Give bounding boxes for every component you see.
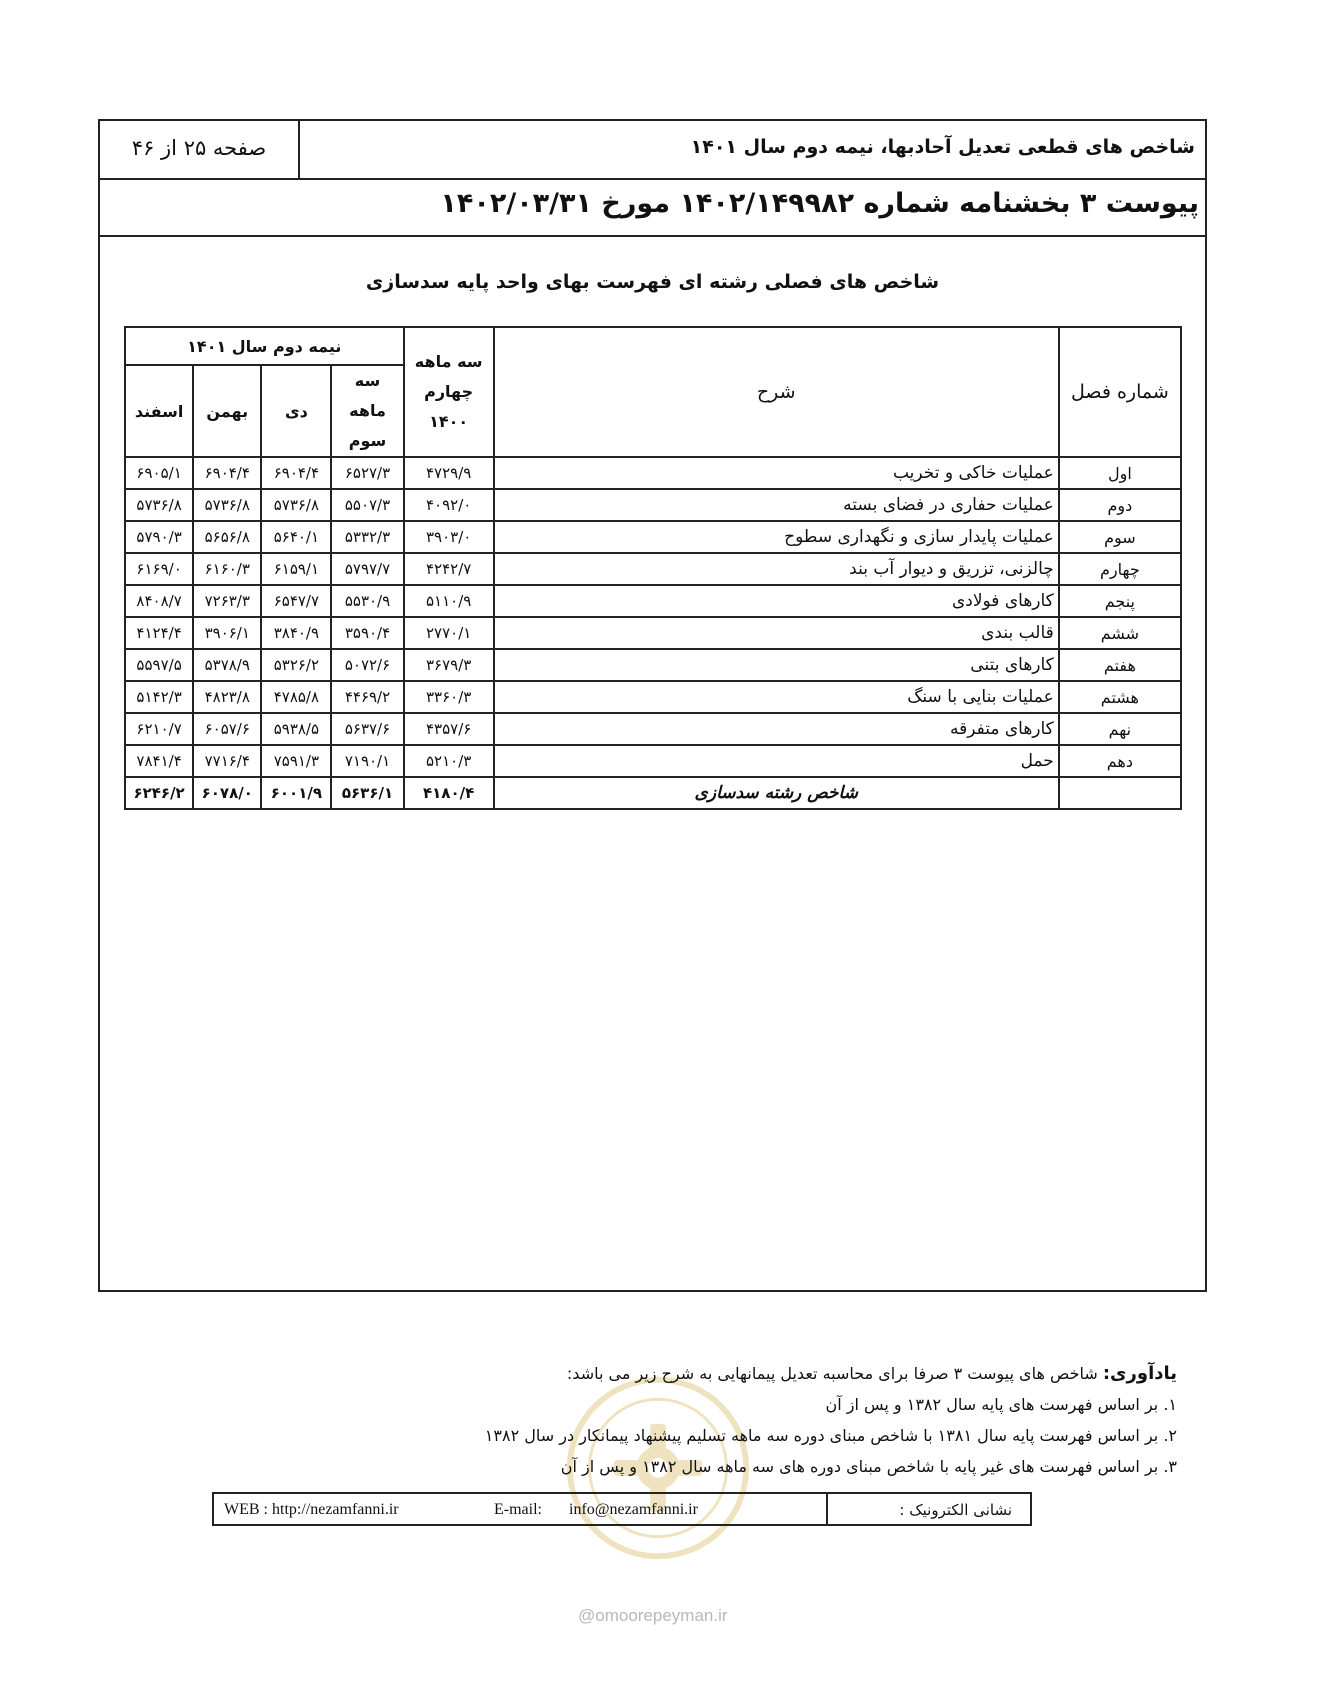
q3-cell: ۵۵۳۰/۹ — [331, 585, 403, 617]
note-item: ۳. بر اساس فهرست های غیر پایه با شاخص مبنای دوره های سه ماهه سال ۱۳۸۲ و پس از آن — [560, 1457, 1177, 1476]
contact-divider — [826, 1494, 828, 1524]
table-row — [125, 617, 1181, 649]
dey-cell: ۵۹۳۸/۵ — [261, 713, 331, 745]
notes-lead-text: شاخص های پیوست ۳ صرفا برای محاسبه تعدیل پیمانهایی به شرح زیر می باشد: — [566, 1364, 1103, 1383]
esfand-cell: ۵۷۳۶/۸ — [125, 489, 193, 521]
q4-cell: ۳۶۷۹/۳ — [404, 649, 494, 681]
dey-cell: ۵۳۲۶/۲ — [261, 649, 331, 681]
q4-cell: ۵۲۱۰/۳ — [404, 745, 494, 777]
description-cell: عملیات خاکی و تخریب — [494, 457, 1059, 489]
col-header-description: شرح — [494, 327, 1059, 457]
index-table — [124, 326, 1182, 810]
table-row — [125, 457, 1181, 489]
chapter-cell: چهارم — [1059, 553, 1181, 585]
esfand-cell: ۶۹۰۵/۱ — [125, 457, 193, 489]
esfand-cell: ۶۱۶۹/۰ — [125, 553, 193, 585]
table-row — [125, 745, 1181, 777]
total-bahman-cell: ۶۰۷۸/۰ — [193, 777, 261, 809]
q3-cell: ۳۵۹۰/۴ — [331, 617, 403, 649]
bahman-cell: ۵۶۵۶/۸ — [193, 521, 261, 553]
chapter-cell: دوم — [1059, 489, 1181, 521]
col-header-q3: سه ماهه سوم — [331, 365, 403, 457]
dey-cell: ۵۶۴۰/۱ — [261, 521, 331, 553]
watermark-site: @omoorepeyman.ir — [578, 1606, 728, 1625]
chapter-cell: اول — [1059, 457, 1181, 489]
header-row — [100, 121, 1205, 180]
q4-cell: ۵۱۱۰/۹ — [404, 585, 494, 617]
q4-cell: ۲۷۷۰/۱ — [404, 617, 494, 649]
q4-cell: ۳۳۶۰/۳ — [404, 681, 494, 713]
table-row — [125, 585, 1181, 617]
q3-cell: ۵۰۷۲/۶ — [331, 649, 403, 681]
dey-cell: ۳۸۴۰/۹ — [261, 617, 331, 649]
bahman-cell: ۶۱۶۰/۳ — [193, 553, 261, 585]
q3-cell: ۵۶۳۷/۶ — [331, 713, 403, 745]
table-body — [125, 457, 1181, 809]
bahman-cell: ۷۲۶۳/۳ — [193, 585, 261, 617]
q4-cell: ۴۳۵۷/۶ — [404, 713, 494, 745]
chapter-cell: نهم — [1059, 713, 1181, 745]
col-header-esfand: اسفند — [125, 365, 193, 457]
dey-cell: ۶۱۵۹/۱ — [261, 553, 331, 585]
total-dey-cell: ۶۰۰۱/۹ — [261, 777, 331, 809]
description-cell: عملیات بنایی با سنگ — [494, 681, 1059, 713]
q3-cell: ۷۱۹۰/۱ — [331, 745, 403, 777]
q3-cell: ۵۷۹۷/۷ — [331, 553, 403, 585]
dey-cell: ۶۵۴۷/۷ — [261, 585, 331, 617]
annex-row — [100, 180, 1205, 237]
note-item: ۱. بر اساس فهرست های پایه سال ۱۳۸۲ و پس از آن — [825, 1395, 1177, 1414]
table-row — [125, 489, 1181, 521]
total-row — [125, 777, 1181, 809]
dey-cell: ۷۵۹۱/۳ — [261, 745, 331, 777]
annex-title: پیوست ۳ بخشنامه شماره ۱۴۰۲/۱۴۹۹۸۲ مورخ ۱۴۰۲/۰۳/۳۱ — [440, 188, 1199, 219]
description-cell: عملیات پایدار سازی و نگهداری سطوح — [494, 521, 1059, 553]
email-label: E-mail: — [494, 1501, 542, 1518]
chapter-cell: دهم — [1059, 745, 1181, 777]
note-item: ۲. بر اساس فهرست پایه سال ۱۳۸۱ با شاخص مبنای دوره سه ماهه تسلیم پیشنهاد پیمانکار در سال ۱۳۸۲ — [484, 1426, 1177, 1445]
col-header-chapter: شماره فصل — [1059, 327, 1181, 457]
table-row — [125, 713, 1181, 745]
description-cell: کارهای فولادی — [494, 585, 1059, 617]
bahman-cell: ۵۳۷۸/۹ — [193, 649, 261, 681]
description-cell: کارهای بتنی — [494, 649, 1059, 681]
chapter-cell: پنجم — [1059, 585, 1181, 617]
chapter-cell: هفتم — [1059, 649, 1181, 681]
contact-label: نشانی الکترونیک : — [899, 1501, 1012, 1519]
q3-cell: ۵۵۰۷/۳ — [331, 489, 403, 521]
total-q3-cell: ۵۶۳۶/۱ — [331, 777, 403, 809]
chapter-cell: سوم — [1059, 521, 1181, 553]
bahman-cell: ۴۸۲۳/۸ — [193, 681, 261, 713]
total-description-cell: شاخص رشته سدسازی — [494, 777, 1059, 809]
esfand-cell: ۸۴۰۸/۷ — [125, 585, 193, 617]
description-cell: حمل — [494, 745, 1059, 777]
contact-box — [212, 1492, 1032, 1526]
description-cell: قالب بندی — [494, 617, 1059, 649]
description-cell: عملیات حفاری در فضای بسته — [494, 489, 1059, 521]
dey-cell: ۵۷۳۶/۸ — [261, 489, 331, 521]
col-header-dey: دی — [261, 365, 331, 457]
esfand-cell: ۵۱۴۲/۳ — [125, 681, 193, 713]
bahman-cell: ۷۷۱۶/۴ — [193, 745, 261, 777]
document-title: شاخص های قطعی تعدیل آحادبها، نیمه دوم سال ۱۴۰۱ — [690, 136, 1195, 158]
page-number: صفحه ۲۵ از ۴۶ — [100, 121, 300, 178]
bahman-cell: ۶۹۰۴/۴ — [193, 457, 261, 489]
description-cell: کارهای متفرقه — [494, 713, 1059, 745]
section-title: شاخص های فصلی رشته ای فهرست بهای واحد پایه سدسازی — [365, 271, 940, 293]
chapter-cell: هشتم — [1059, 681, 1181, 713]
q4-cell: ۴۰۹۲/۰ — [404, 489, 494, 521]
description-cell: چالزنی، تزریق و دیوار آب بند — [494, 553, 1059, 585]
q3-cell: ۵۳۳۲/۳ — [331, 521, 403, 553]
q4-cell: ۳۹۰۳/۰ — [404, 521, 494, 553]
table-row — [125, 681, 1181, 713]
table-row — [125, 521, 1181, 553]
chapter-cell: ششم — [1059, 617, 1181, 649]
total-q4-cell: ۴۱۸۰/۴ — [404, 777, 494, 809]
q4-cell: ۴۲۴۲/۷ — [404, 553, 494, 585]
dey-cell: ۶۹۰۴/۴ — [261, 457, 331, 489]
esfand-cell: ۶۲۱۰/۷ — [125, 713, 193, 745]
col-header-bahman: بهمن — [193, 365, 261, 457]
q4-cell: ۴۷۲۹/۹ — [404, 457, 494, 489]
esfand-cell: ۴۱۲۴/۴ — [125, 617, 193, 649]
notes-lead-label: یادآوری: — [1102, 1363, 1177, 1384]
esfand-cell: ۵۷۹۰/۳ — [125, 521, 193, 553]
col-header-q4-1400: سه ماهه چهارم ۱۴۰۰ — [404, 327, 494, 457]
table-row — [125, 649, 1181, 681]
bahman-cell: ۵۷۳۶/۸ — [193, 489, 261, 521]
chapter-cell-empty — [1059, 777, 1181, 809]
esfand-cell: ۷۸۴۱/۴ — [125, 745, 193, 777]
bahman-cell: ۳۹۰۶/۱ — [193, 617, 261, 649]
email-link[interactable]: info@nezamfanni.ir — [569, 1501, 698, 1518]
notes-section — [277, 1358, 1177, 1482]
notes-lead — [277, 1358, 1177, 1389]
col-group-second-half-1401: نیمه دوم سال ۱۴۰۱ — [125, 327, 404, 365]
q3-cell: ۶۵۲۷/۳ — [331, 457, 403, 489]
q3-cell: ۴۴۶۹/۲ — [331, 681, 403, 713]
table-row — [125, 553, 1181, 585]
dey-cell: ۴۷۸۵/۸ — [261, 681, 331, 713]
total-esfand-cell: ۶۲۴۶/۲ — [125, 777, 193, 809]
web-link[interactable]: WEB : http://nezamfanni.ir — [224, 1501, 399, 1518]
bahman-cell: ۶۰۵۷/۶ — [193, 713, 261, 745]
esfand-cell: ۵۵۹۷/۵ — [125, 649, 193, 681]
